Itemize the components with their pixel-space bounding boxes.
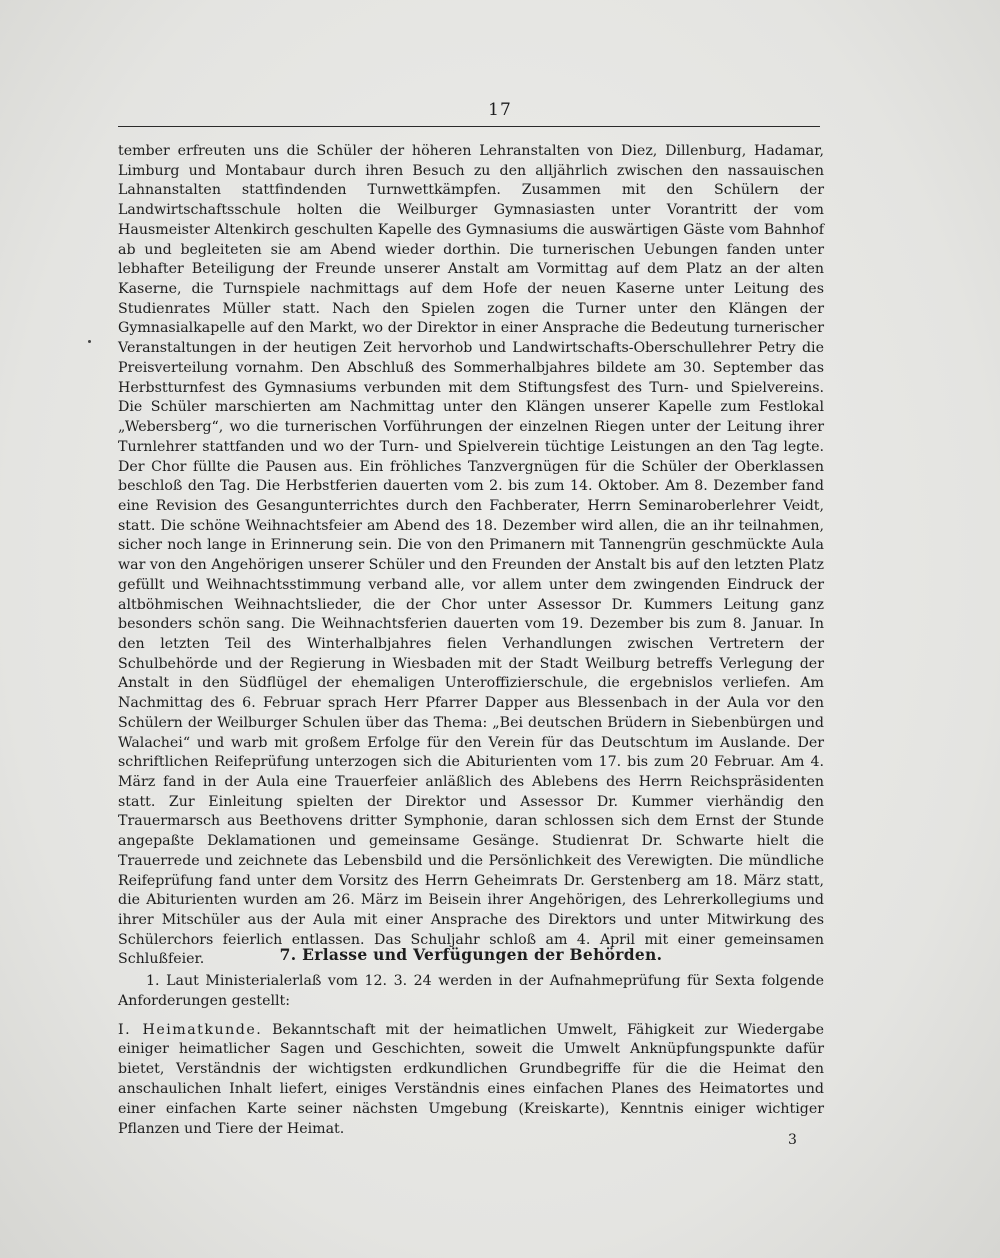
- subsection-text: Bekanntschaft mit der heimatlichen Umwelt, Fähigkeit zur Wiedergabe einiger heimatlicher Sagen und Geschichten, soweit die Umwelt Anknüpfungspunkte dafür bietet, Verständnis der wichtigsten erdkundlichen Grundbegriffe für die die Heimat den anschaulichen Inhalt liefert, einiges Verständnis eines einfachen Planes des Heimatortes und einer einfachen Karte seiner nächsten Umgebung (Kreiskarte), Kenntnis einiger wichtiger Pflanzen und Tiere der Heimat.: [118, 1021, 824, 1137]
- subsection-label: I. Heimatkunde.: [118, 1021, 263, 1038]
- report-paragraph: tember erfreuten uns die Schüler der höheren Lehranstalten von Diez, Dillenburg, Hadamar, Limburg und Montabaur durch ihren Besuch zu den alljährlich zwischen den nassauischen Lahnanstalten stattfindenden Turnwettkämpfen. Zusammen mit den Schülern der Landwirtschaftsschule holten die Weilburger Gymnasiasten unter Vorantritt der vom Hausmeister Altenkirch geschulten Kapelle des Gymnasiums die auswärtigen Gäste vom Bahnhof ab und begleiteten sie am Abend wieder dorthin. Die turnerischen Uebungen fanden unter lebhafter Beteiligung der Freunde unserer Anstalt am Vormittag auf dem Platz an der alten Kaserne, die Turnspiele nachmittags auf dem Hofe der neuen Kaserne unter Leitung des Studienrates Müller statt. Nach den Spielen zogen die Turner unter den Klängen der Gymnasialkapelle auf den Markt, wo der Direktor in einer Ansprache die Bedeutung turnerischer Veranstaltungen in der heutigen Zeit hervorhob und Landwirtschafts-Oberschullehrer Petry die Preisverteilung vornahm. Den Abschluß des Sommerhalbjahres bildete am 30. September das Herbstturnfest des Gymnasiums verbunden mit dem Stiftungsfest des Turn- und Spielvereins. Die Schüler marschierten am Nachmittag unter den Klängen unserer Kapelle zum Festlokal „Webersberg“, wo die turnerischen Vorführungen der einzelnen Riegen unter der Leitung ihrer Turnlehrer stattfanden und wo der Turn- und Spielverein tüchtige Leistungen an den Tag legte. Der Chor füllte die Pausen aus. Ein fröhliches Tanzvergnügen für die Schüler der Oberklassen beschloß den Tag. Die Herbstferien dauerten vom 2. bis zum 14. Oktober. Am 8. Dezember fand eine Revision des Gesangunterrichtes durch den Fachberater, Herrn Seminaroberlehrer Veidt, statt. Die schöne Weihnachtsfeier am Abend des 18. Dezember wird allen, die an ihr teilnahmen, sicher noch lange in Erinnerung sein. Die von den Primanern mit Tannengrün geschmückte Aula war von den Angehörigen unserer Schüler und den Freunden der Anstalt bis auf den letzten Platz gefüllt und Weihnachtsstimmung verband alle, vor allem unter dem zwingenden Eindruck der altböhmischen Weihnachtslieder, die der Chor unter Assessor Dr. Kummers Leitung ganz besonders schön sang. Die Weihnachtsferien dauerten vom 19. Dezember bis zum 8. Januar. In den letzten Teil des Winterhalbjahres fielen Verhandlungen zwischen Vertretern der Schulbehörde und der Regierung in Wiesbaden mit der Stadt Weilburg betreffs Verlegung der Anstalt in den Südflügel der ehemaligen Unteroffizierschule, die ergebnislos verliefen. Am Nachmittag des 6. Februar sprach Herr Pfarrer Dapper aus Blessenbach in der Aula vor den Schülern der Weilburger Schulen über das Thema: „Bei deutschen Brüdern in Siebenbürgen und Walachei“ und warb mit großem Erfolge für den Verein für das Deutschtum im Auslande. Der schriftlichen Reifeprüfung unterzogen sich die Abiturienten vom 17. bis zum 20 Februar. Am 4. März fand in der Aula eine Trauerfeier anläßlich des Ablebens des Herrn Reichspräsidenten statt. Zur Einleitung spielten der Direktor und Assessor Dr. Kummer vierhändig den Trauermarsch aus Beethovens dritter Symphonie, daran schlossen sich dem Ernst der Stunde angepaßte Deklamationen und gemeinsame Gesänge. Studienrat Dr. Schwarte hielt die Trauerrede und zeichnete das Lebensbild und die Persönlichkeit des Verewigten. Die mündliche Reifeprüfung fand unter dem Vorsitz des Herrn Geheimrats Dr. Gerstenberg am 18. März statt, die Abiturienten wurden am 26. März im Beisein ihrer Angehörigen, des Lehrerkollegiums und ihrer Mitschüler aus der Aula mit einer Ansprache des Direktors und unter Mitwirkung des Schülerchors feierlich entlassen. Das Schuljahr schloß am 4. April mit einer gemeinsamen Schlußfeier.: [118, 143, 825, 968]
- section-heading: 7. Erlasse und Verfügungen der Behörden.: [279, 945, 663, 964]
- report-body: [118, 142, 824, 970]
- header-rule: [118, 126, 820, 127]
- paper-speck: [88, 340, 91, 343]
- decree-subsection: [118, 1021, 824, 1140]
- page-number: 17: [488, 100, 512, 120]
- signature-mark: 3: [788, 1132, 797, 1148]
- decree-intro: 1. Laut Ministerialerlaß vom 12. 3. 24 werden in der Aufnahmeprüfung für Sexta folgende Anforderungen gestellt:: [118, 973, 824, 1009]
- decree-body: [118, 972, 824, 1139]
